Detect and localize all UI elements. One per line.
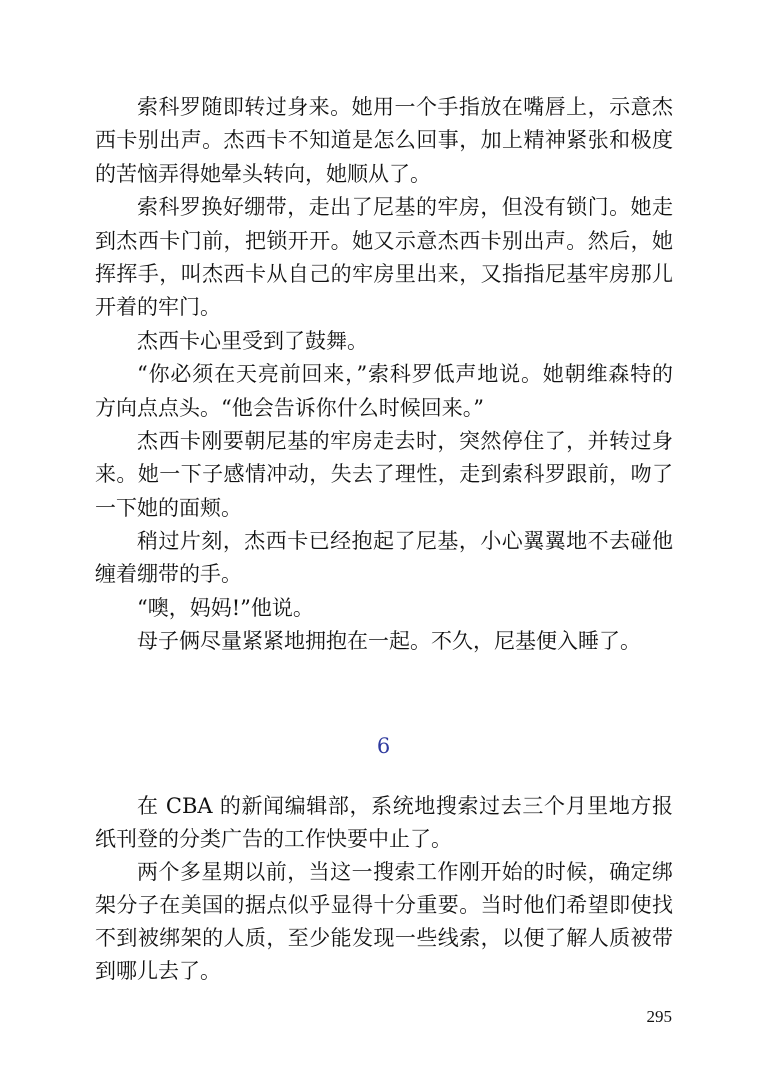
text-line: 架分子在美国的据点似乎显得十分重要。当时他们希望即使找 xyxy=(95,893,673,917)
chapter-text xyxy=(95,790,673,988)
text-line: 在 CBA 的新闻编辑部，系统地搜索过去三个月里地方报 xyxy=(137,794,673,818)
paragraph xyxy=(95,625,673,658)
text-line: 杰西卡心里受到了鼓舞。 xyxy=(137,328,368,353)
paragraph xyxy=(95,91,673,191)
text-line: 来。她一下子感情冲动，失去了理性，走到索科罗跟前，吻了 xyxy=(95,462,673,487)
paragraph xyxy=(95,856,673,988)
text-line: 纸刊登的分类广告的工作快要中止了。 xyxy=(95,827,452,851)
paragraph xyxy=(95,425,673,525)
text-line: 稍过片刻，杰西卡已经抱起了尼基，小心翼翼地不去碰他 xyxy=(137,529,673,554)
page-number: 295 xyxy=(646,1007,672,1026)
paragraph xyxy=(95,592,673,625)
paragraph xyxy=(95,790,673,856)
text-line: 西卡别出声。杰西卡不知道是怎么回事，加上精神紧张和极度 xyxy=(95,128,673,153)
text-line: 一下她的面颊。 xyxy=(95,495,242,520)
text-line: 两个多星期以前，当这一搜索工作刚开始的时候，确定绑 xyxy=(137,860,673,884)
body-text xyxy=(95,91,673,659)
text-line: “你必须在天亮前回来，”索科罗低声地说。她朝维森特的 xyxy=(137,362,673,387)
text-line: 索科罗随即转过身来。她用一个手指放在嘴唇上，示意杰 xyxy=(137,95,673,119)
text-line: 方向点点头。“他会告诉你什么时候回来。” xyxy=(95,395,484,420)
text-line: 索科罗换好绷带，走出了尼基的牢房，但没有锁门。她走 xyxy=(137,195,673,220)
paragraph xyxy=(95,525,673,592)
text-line: “噢，妈妈!”他说。 xyxy=(137,595,314,620)
paragraph xyxy=(95,325,673,358)
text-line: 不到被绑架的人质，至少能发现一些线索，以便了解人质被带 xyxy=(95,926,673,950)
text-line: 到哪儿去了。 xyxy=(95,959,221,983)
chapter-number: 6 xyxy=(376,734,391,758)
text-line: 开着的牢门。 xyxy=(95,295,221,320)
text-line: 到杰西卡门前，把锁开开。她又示意杰西卡别出声。然后，她 xyxy=(95,228,673,253)
paragraph xyxy=(95,191,673,325)
text-line: 缠着绷带的手。 xyxy=(95,562,242,587)
text-line: 杰西卡刚要朝尼基的牢房走去时，突然停住了，并转过身 xyxy=(137,428,673,453)
text-line: 挥挥手，叫杰西卡从自己的牢房里出来，又指指尼基牢房那儿 xyxy=(95,261,673,286)
text-line: 母子俩尽量紧紧地拥抱在一起。不久，尼基便入睡了。 xyxy=(137,629,641,654)
paragraph xyxy=(95,358,673,425)
text-line: 的苦恼弄得她晕头转向，她顺从了。 xyxy=(95,161,431,186)
